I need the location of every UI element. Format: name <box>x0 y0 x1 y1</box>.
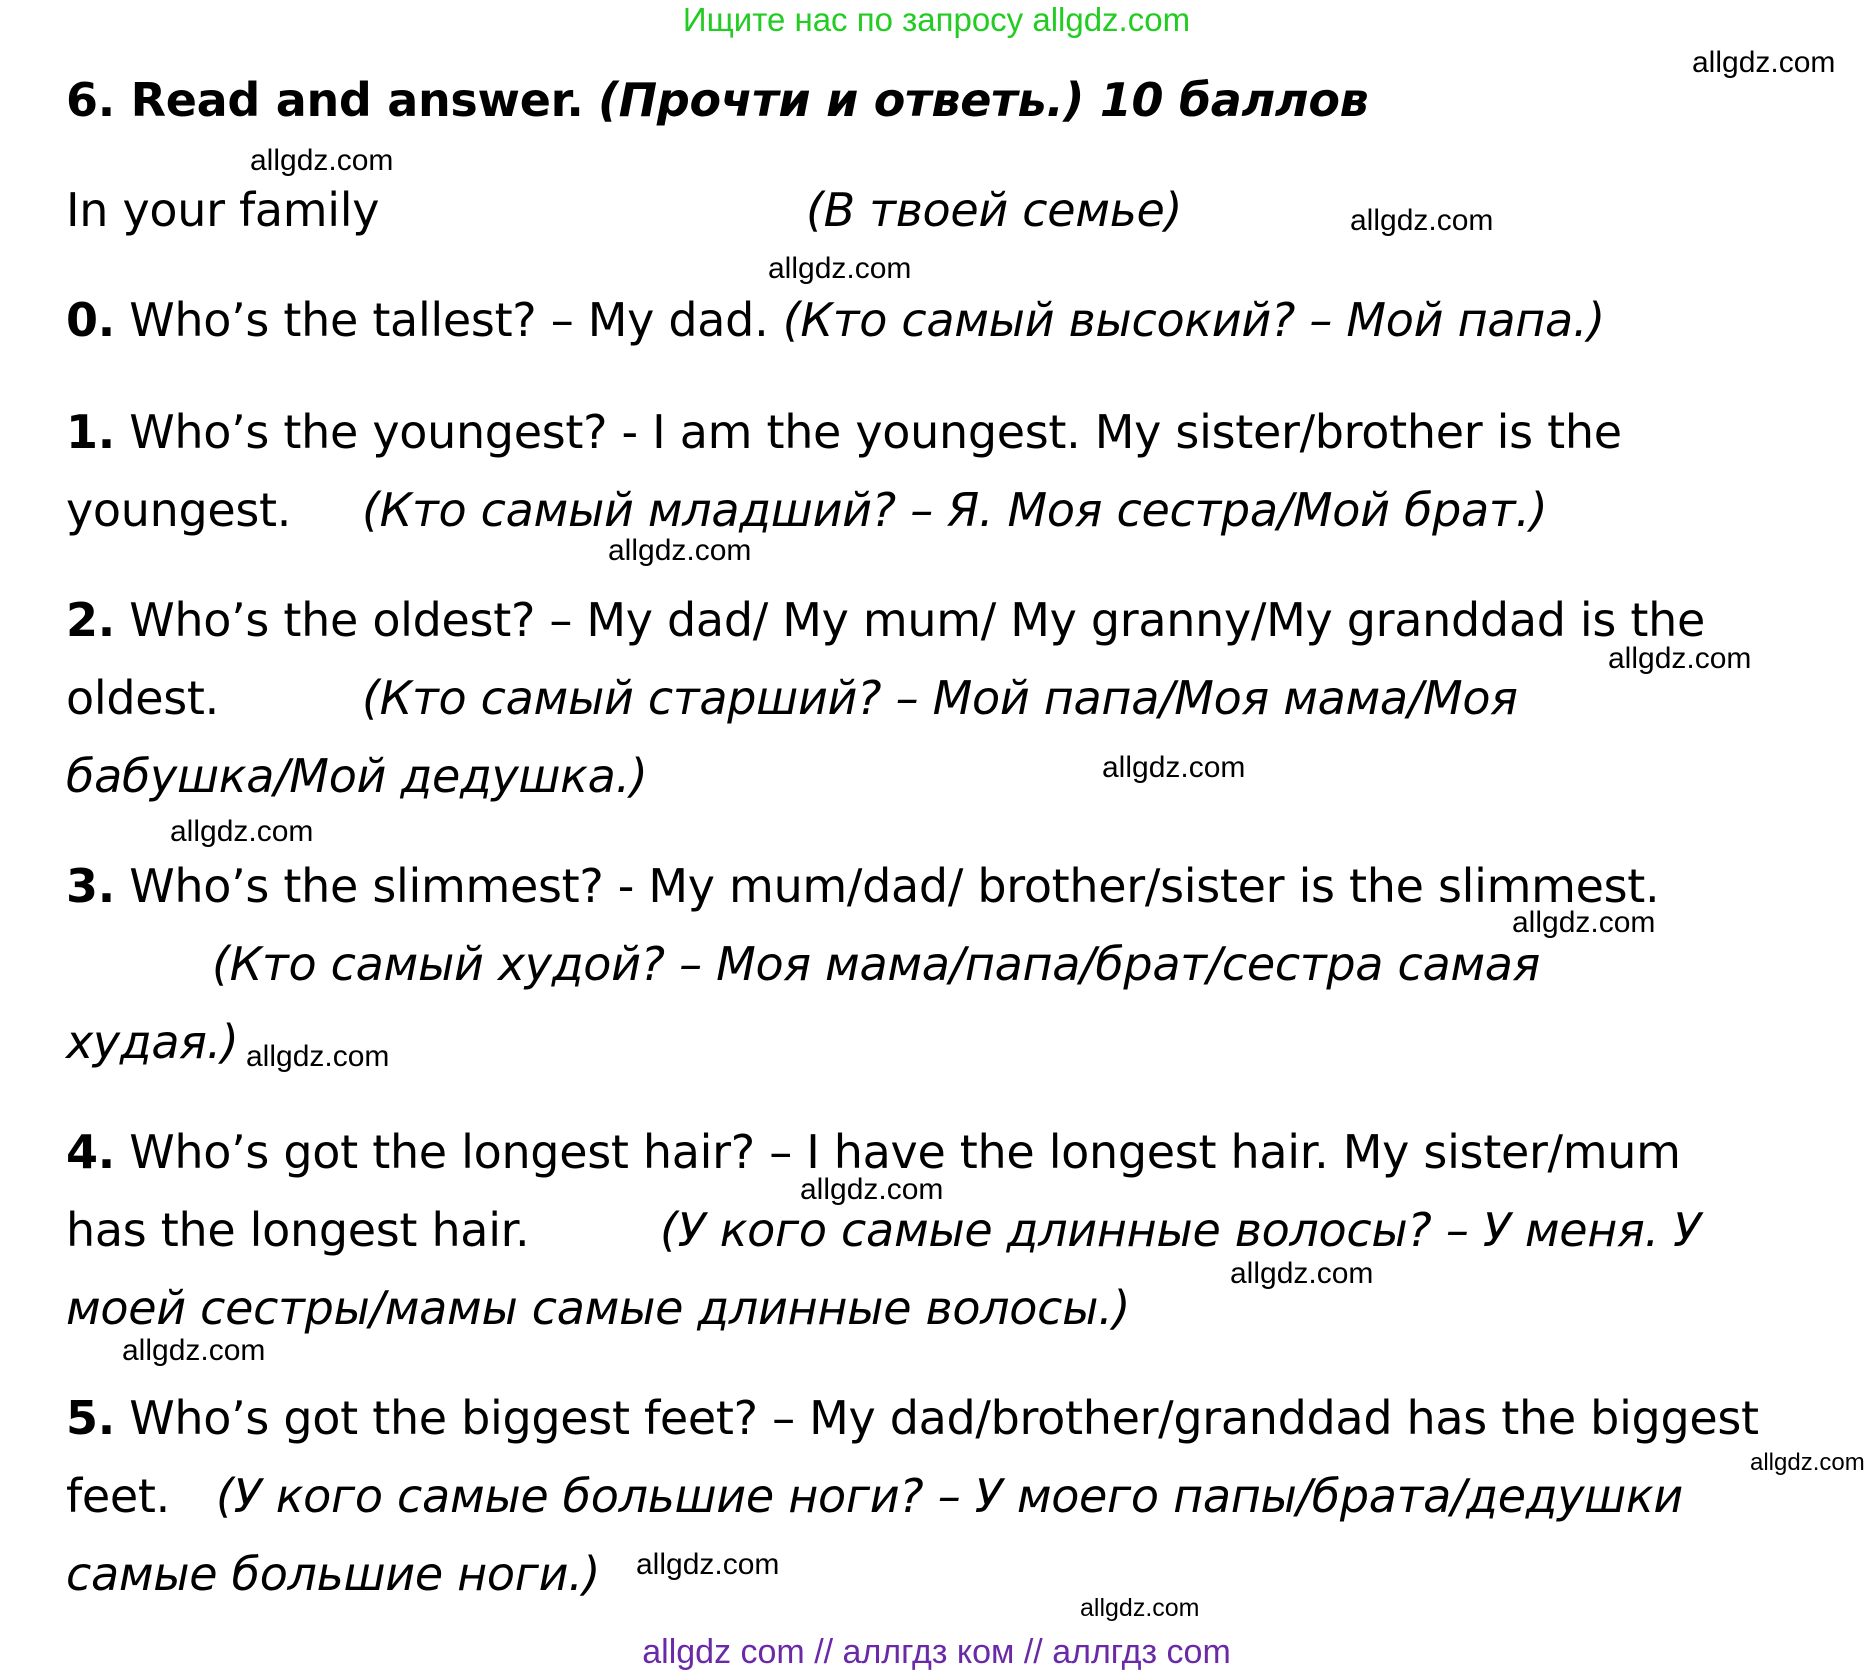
item-translation: (Кто самый младший? – Я. Моя сестра/Мой брат.) <box>362 483 1548 537</box>
watermark: allgdz.com <box>170 815 314 848</box>
heading-translation: (Прочти и ответь.) 10 баллов <box>597 73 1369 127</box>
top-banner: Ищите нас по запросу allgdz.com <box>682 1 1191 38</box>
heading-title: 6. Read and answer. <box>66 73 584 127</box>
watermark: allgdz.com <box>246 1040 390 1073</box>
watermark: allgdz.com <box>1080 1594 1200 1622</box>
list-item <box>66 1122 1681 1182</box>
item-translation: моей сестры/мамы самые длинные волосы.) <box>66 1281 1131 1335</box>
list-item <box>66 290 1605 350</box>
watermark: allgdz.com <box>1230 1257 1374 1290</box>
item-question: Who’s got the biggest feet? – My dad/brother/granddad has the biggest <box>114 1391 1759 1445</box>
item-number: 1. <box>66 405 115 459</box>
item-number: 4. <box>66 1125 115 1179</box>
item-question: Who’s the youngest? - I am the youngest. My sister/brother is the <box>114 405 1622 459</box>
intro-russian: (В твоей семье) <box>806 183 1183 237</box>
watermark: allgdz.com <box>1102 751 1246 784</box>
list-item <box>66 856 1659 916</box>
watermark: allgdz.com <box>608 534 752 567</box>
item-answer: has the longest hair. <box>66 1203 530 1257</box>
watermark: allgdz.com <box>768 252 912 285</box>
exercise-heading <box>66 70 1368 130</box>
list-item-continuation <box>66 668 219 728</box>
item-number: 0. <box>66 293 115 347</box>
intro-english: In your family <box>66 183 380 237</box>
list-item-continuation <box>66 480 291 540</box>
list-item-continuation <box>66 1466 170 1526</box>
list-item <box>66 1388 1759 1448</box>
list-item <box>66 590 1705 650</box>
item-number: 5. <box>66 1391 115 1445</box>
item-question: Who’s got the longest hair? – I have the longest hair. My sister/mum <box>114 1125 1681 1179</box>
item-translation: бабушка/Мой дедушка.) <box>66 749 648 803</box>
item-number: 2. <box>66 593 115 647</box>
item-question: Who’s the slimmest? - My mum/dad/ brother/sister is the slimmest. <box>114 859 1660 913</box>
item-translation: (Кто самый худой? – Моя мама/папа/брат/сестра самая <box>212 937 1541 991</box>
item-answer: feet. <box>66 1469 170 1523</box>
item-translation: самые большие ноги.) <box>66 1547 601 1601</box>
item-translation: худая.) <box>66 1015 239 1069</box>
item-number: 3. <box>66 859 115 913</box>
item-translation: (У кого самые длинные волосы? – У меня. У <box>660 1203 1701 1257</box>
item-answer: oldest. <box>66 671 219 725</box>
watermark: allgdz.com <box>1750 1449 1865 1476</box>
watermark: allgdz.com <box>1608 642 1752 675</box>
watermark: allgdz.com <box>250 144 394 177</box>
bottom-banner: allgdz com // аллгдз ком // аллгдз com <box>642 1633 1231 1671</box>
watermark: allgdz.com <box>122 1334 266 1367</box>
item-question: Who’s the tallest? – My dad. <box>114 293 783 347</box>
item-translation: (У кого самые большие ноги? – У моего папы/брата/дедушки <box>216 1469 1683 1523</box>
item-answer: youngest. <box>66 483 292 537</box>
watermark: allgdz.com <box>800 1173 944 1206</box>
watermark: allgdz.com <box>636 1548 780 1581</box>
list-item <box>66 402 1622 462</box>
list-item-continuation <box>66 1200 529 1260</box>
item-translation: (Кто самый старший? – Мой папа/Моя мама/Моя <box>362 671 1518 725</box>
item-question: Who’s the oldest? – My dad/ My mum/ My granny/My granddad is the <box>114 593 1705 647</box>
item-translation: (Кто самый высокий? – Мой папа.) <box>782 293 1605 347</box>
watermark: allgdz.com <box>1512 906 1656 939</box>
watermark: allgdz.com <box>1350 204 1494 237</box>
watermark: allgdz.com <box>1692 46 1836 79</box>
